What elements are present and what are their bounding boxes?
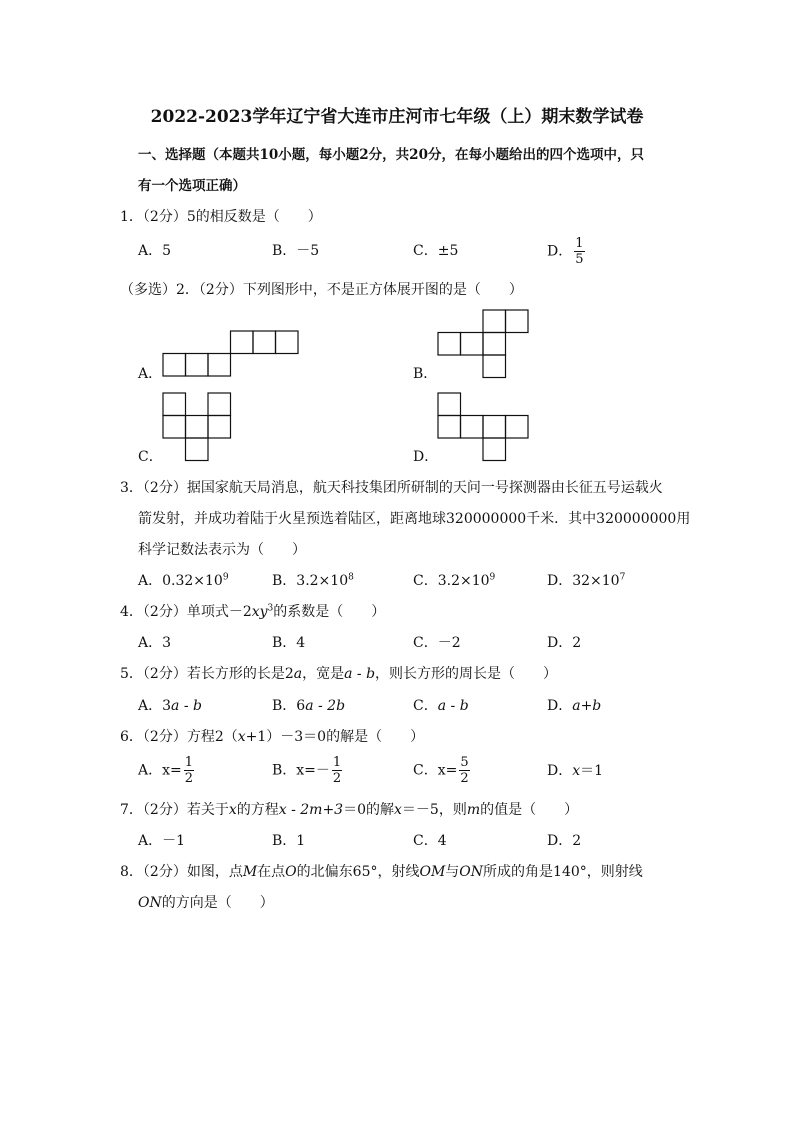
q5-d-pre: D． — [547, 698, 573, 714]
q7-stem — [120, 801, 578, 819]
q5-c-pre: C． — [413, 698, 438, 714]
q2-stem: （多选）2．（2分）下列图形中，不是正方体展开图的是（ ） — [120, 282, 523, 298]
q6-a-denominator: 2 — [184, 771, 194, 786]
q5-b-var: a - 2b — [305, 698, 346, 714]
q2-net-c — [163, 393, 231, 461]
q6-option-c — [413, 755, 472, 786]
q7-stem-2: 的方程 — [236, 802, 279, 818]
q5-a-var: a - b — [171, 698, 202, 714]
q6-b-fraction — [332, 755, 342, 786]
q6-b-numerator: 1 — [332, 755, 342, 770]
q1-option-b: B．－5 — [272, 243, 320, 259]
q4-stem-post: 的系数是（ ） — [273, 604, 386, 620]
q3-stem-line2: 箭发射，并成功着陆于火星预选着陆区，距离地球320000000千米．其中320000000用 — [138, 511, 691, 527]
q5-stem — [120, 665, 557, 683]
q8-stem-line2 — [138, 894, 274, 912]
q5-d-var: a+b — [572, 698, 602, 714]
q4-stem-exp: 3 — [267, 603, 274, 614]
q5-option-b — [272, 697, 345, 715]
q2-option-d: D． — [413, 449, 439, 465]
q3-option-b — [272, 572, 354, 590]
q5-option-a — [138, 697, 202, 715]
q5-b-pre: B．6 — [272, 698, 306, 714]
q7-stem-3: ＝0的解 — [343, 802, 395, 818]
q7-option-a: A．－1 — [138, 833, 186, 849]
q3-d-base: D．32×10 — [547, 573, 620, 589]
q7-option-d: D．2 — [547, 833, 582, 849]
q8-l1-2: 在点 — [257, 864, 286, 880]
q8-l2-1: 的方向是（ ） — [161, 895, 274, 911]
q7-stem-x2: x — [394, 802, 402, 818]
q1-option-d-prefix: D． — [547, 243, 573, 260]
q6-a-fraction — [184, 755, 194, 786]
q8-l1-ON: ON — [459, 864, 484, 880]
q5-stem-ab: a - b — [344, 666, 376, 682]
q3-d-exponent: 7 — [619, 572, 626, 583]
q3-option-a — [138, 572, 229, 590]
q4-option-b: B．4 — [272, 635, 306, 651]
q7-stem-m: m — [466, 802, 481, 818]
q8-l1-OM: OM — [419, 864, 446, 880]
q3-stem-line1: 3．（2分）据国家航天局消息，航天科技集团所研制的天问一号探测器由长征五号运载火 — [120, 480, 663, 496]
q5-stem-3: ，则长方形的周长是（ ） — [375, 666, 558, 682]
q3-b-exponent: 8 — [348, 572, 354, 583]
q5-option-c — [413, 697, 469, 715]
q6-d-pre: D． — [547, 763, 573, 779]
q6-d-var: x — [572, 763, 581, 779]
q7-stem-1: 7．（2分）若关于 — [120, 802, 229, 818]
q6-stem-1: 6．（2分）方程2（ — [120, 729, 238, 745]
q6-c-pre: C．x= — [413, 762, 458, 779]
q4-option-d: D．2 — [547, 635, 582, 651]
q6-a-pre: A．x= — [138, 762, 182, 779]
q8-stem-line1 — [120, 863, 643, 881]
q5-stem-2: ，宽是 — [302, 666, 345, 682]
q3-stem-line3: 科学记数法表示为（ ） — [138, 542, 306, 558]
q3-option-d — [547, 572, 625, 590]
q6-b-pre: B．x=－ — [272, 762, 330, 779]
q6-d-post: ＝1 — [580, 763, 604, 779]
q4-option-c: C．－2 — [413, 635, 461, 651]
q1-option-c: C．±5 — [413, 243, 459, 259]
q1-option-d — [547, 236, 587, 267]
section-heading-line2: 有一个选项正确） — [138, 178, 246, 194]
q1-stem: 1．（2分）5的相反数是（ ） — [120, 209, 322, 225]
q6-a-numerator: 1 — [184, 755, 194, 770]
q6-stem-x: x — [237, 729, 246, 745]
q3-c-base: C．3.2×10 — [413, 573, 490, 589]
q8-l1-1: 8．（2分）如图，点 — [120, 864, 243, 880]
q2-option-a: A． — [138, 366, 163, 382]
q7-option-c: C．4 — [413, 833, 447, 849]
q1-d-numerator: 1 — [575, 236, 584, 251]
q2-net-d — [438, 393, 528, 461]
q3-a-base: A．0.32×10 — [138, 573, 223, 589]
q6-c-numerator: 5 — [460, 755, 469, 770]
q5-stem-a: a — [293, 666, 303, 682]
q2-option-b: B． — [413, 366, 438, 382]
q6-option-d — [547, 762, 603, 780]
q4-stem-var: xy — [251, 604, 268, 620]
q4-stem-pre: 4．（2分）单项式－2 — [120, 604, 252, 620]
q2-option-c: C． — [138, 449, 163, 465]
q1-d-denominator: 5 — [575, 252, 584, 267]
q1-option-d-fraction — [574, 236, 584, 267]
q6-stem — [120, 728, 424, 746]
q7-option-b: B．1 — [272, 833, 306, 849]
q8-l1-5: 所成的角是140°，则射线 — [483, 864, 643, 880]
q2-net-a — [163, 331, 298, 377]
q3-a-exponent: 9 — [222, 572, 229, 583]
q2-net-b — [438, 310, 528, 378]
q6-b-denominator: 2 — [332, 771, 342, 786]
q5-a-pre: A．3 — [138, 698, 172, 714]
q7-stem-eq: x - 2m+3 — [278, 802, 344, 818]
q6-c-fraction — [459, 755, 469, 786]
q8-l1-M: M — [242, 864, 258, 880]
q7-stem-5: 的值是（ ） — [480, 802, 579, 818]
q1-option-a: A．5 — [138, 243, 172, 259]
q3-b-base: B．3.2×10 — [272, 573, 349, 589]
page-title: 2022-2023学年辽宁省大连市庄河市七年级（上）期末数学试卷 — [150, 107, 644, 127]
q4-option-a: A．3 — [138, 635, 172, 651]
q8-l2-ON: ON — [138, 895, 162, 911]
q8-l1-4: 与 — [445, 864, 460, 880]
q6-option-a — [138, 755, 196, 786]
q7-stem-4: ＝－5，则 — [401, 802, 467, 818]
q7-stem-x: x — [228, 802, 237, 818]
q4-stem — [120, 603, 385, 621]
q5-stem-1: 5．（2分）若长方形的长是2 — [120, 666, 294, 682]
q5-c-var: a - b — [437, 698, 469, 714]
q6-stem-2: +1）－3＝0的解是（ ） — [245, 729, 425, 745]
q6-option-b — [272, 755, 344, 786]
q8-l1-3: 的北偏东65°，射线 — [296, 864, 420, 880]
q3-option-c — [413, 572, 495, 590]
q3-c-exponent: 9 — [489, 572, 496, 583]
section-heading-line1: 一、选择题（本题共10小题，每小题2分，共20分，在每小题给出的四个选项中，只 — [138, 147, 644, 163]
q8-l1-O: O — [285, 864, 297, 880]
q5-option-d — [547, 697, 601, 715]
q6-c-denominator: 2 — [460, 771, 469, 786]
